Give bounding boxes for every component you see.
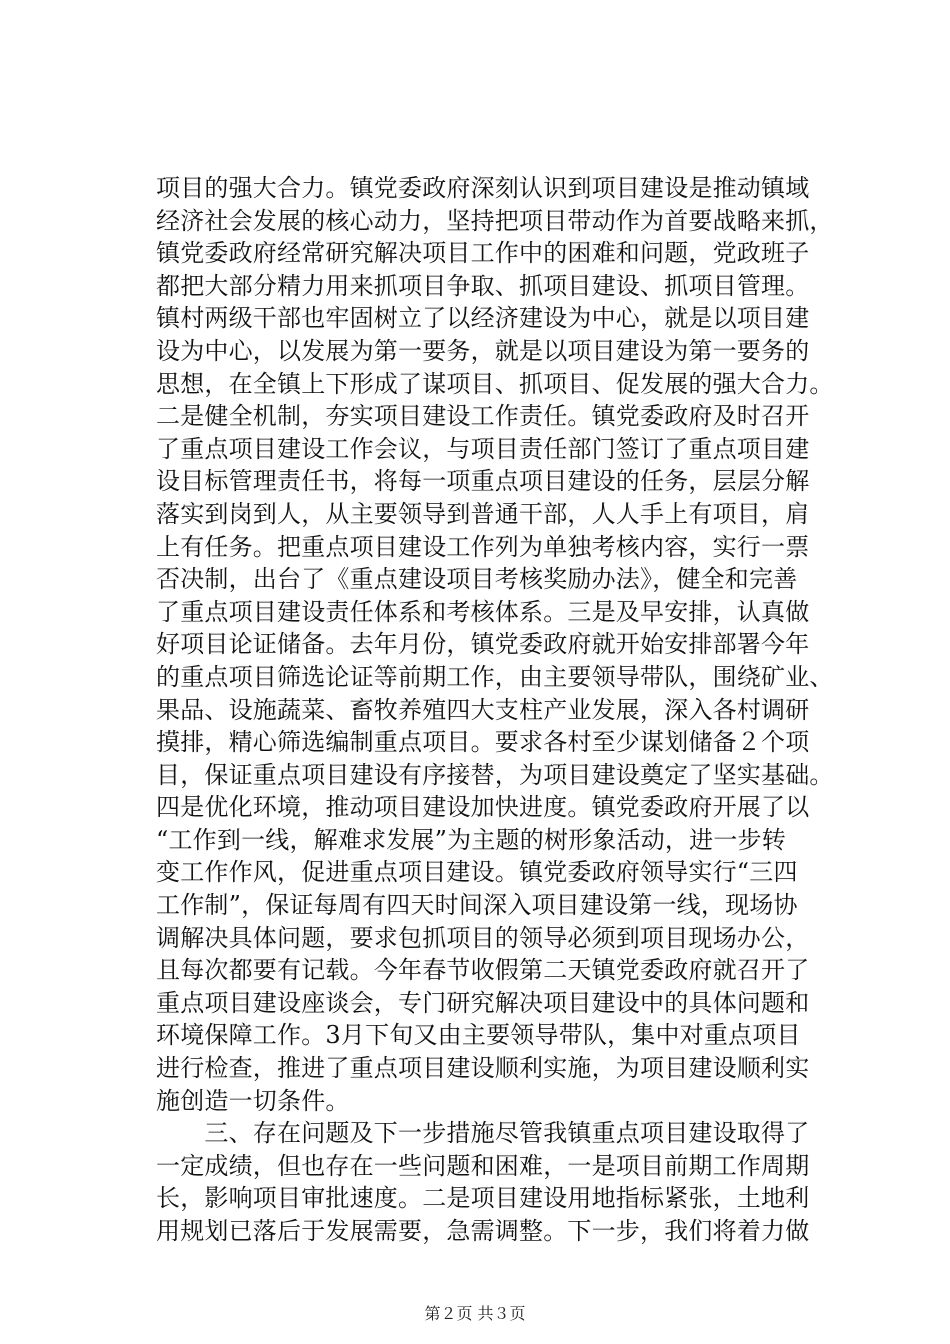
text-line: 三、存在问题及下一步措施尽管我镇重点项目建设取得了	[156, 1119, 810, 1148]
text-line: 长，影响项目审批速度。二是项目建设用地指标紧张，土地利	[156, 1184, 810, 1213]
text-line: 落实到岗到人，从主要领导到普通干部，人人手上有项目，肩	[156, 499, 810, 528]
text-line: 镇党委政府经常研究解决项目工作中的困难和问题，党政班子	[156, 239, 810, 268]
text-line: 经济社会发展的核心动力，坚持把项目带动作为首要战略来抓，	[156, 206, 834, 235]
text-line: 目，保证重点项目建设有序接替，为项目建设奠定了坚实基础。	[156, 760, 834, 789]
text-line: 调解决具体问题，要求包抓项目的领导必须到项目现场办公，	[156, 923, 810, 952]
text-line: 用规划已落后于发展需要，急需调整。下一步，我们将着力做	[156, 1217, 810, 1245]
text-line: 施创造一切条件。	[156, 1086, 350, 1115]
text-line: 进行检查，推进了重点项目建设顺利实施，为项目建设顺利实	[156, 1054, 810, 1083]
body-text	[156, 172, 834, 1248]
text-line: 了重点项目建设责任体系和考核体系。三是及早安排，认真做	[156, 597, 810, 626]
text-line: 的重点项目筛选论证等前期工作，由主要领导带队，围绕矿业、	[156, 662, 834, 691]
text-line: 环境保障工作。3月下旬又由主要领导带队，集中对重点项目	[156, 1021, 801, 1050]
text-line: 摸排，精心筛选编制重点项目。要求各村至少谋划储备２个项	[156, 728, 810, 757]
text-line: 工作制”，保证每周有四天时间深入项目建设第一线，现场协	[156, 891, 798, 920]
text-line: “工作到一线，解难求发展”为主题的树形象活动，进一步转	[156, 825, 786, 854]
text-line: 思想，在全镇上下形成了谋项目、抓项目、促发展的强大合力。	[156, 369, 834, 398]
text-line: 且每次都要有记载。今年春节收假第二天镇党委政府就召开了	[156, 956, 810, 985]
text-line: 上有任务。把重点项目建设工作列为单独考核内容，实行一票	[156, 532, 810, 561]
text-line: 镇村两级干部也牢固树立了以经济建设为中心，就是以项目建	[156, 304, 810, 333]
text-line: 都把大部分精力用来抓项目争取、抓项目建设、抓项目管理。	[156, 271, 810, 300]
text-line: 好项目论证储备。去年月份，镇党委政府就开始安排部署今年	[156, 630, 810, 659]
text-line: 二是健全机制，夯实项目建设工作责任。镇党委政府及时召开	[156, 402, 810, 431]
text-line: 了重点项目建设工作会议，与项目责任部门签订了重点项目建	[156, 434, 810, 463]
text-line: 一定成绩，但也存在一些问题和困难，一是项目前期工作周期	[156, 1151, 810, 1180]
text-line: 变工作作风，促进重点项目建设。镇党委政府领导实行“三四	[156, 858, 798, 887]
text-line: 果品、设施蔬菜、畜牧养殖四大支柱产业发展，深入各村调研	[156, 695, 810, 724]
page-number-footer: 第２页 共３页	[424, 1304, 526, 1323]
text-line: 设目标管理责任书，将每一项重点项目建设的任务，层层分解	[156, 467, 810, 496]
text-line: 否决制，出台了《重点建设项目考核奖励办法》，健全和完善	[156, 565, 798, 594]
text-line: 重点项目建设座谈会，专门研究解决项目建设中的具体问题和	[156, 988, 810, 1017]
text-line: 设为中心，以发展为第一要务，就是以项目建设为第一要务的	[156, 336, 810, 365]
text-line: 项目的强大合力。镇党委政府深刻认识到项目建设是推动镇域	[156, 174, 810, 202]
text-line: 四是优化环境，推动项目建设加快进度。镇党委政府开展了以	[156, 793, 810, 822]
